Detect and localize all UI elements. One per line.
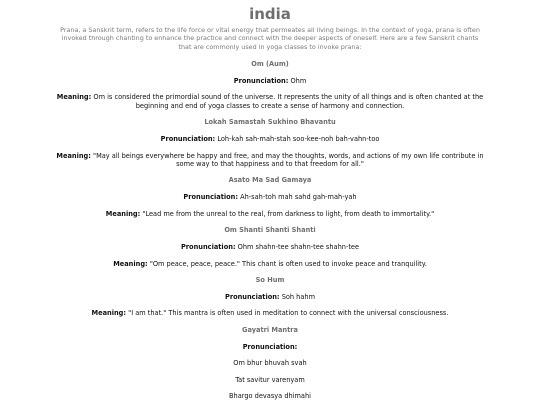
- meaning-label: Meaning:: [105, 209, 141, 218]
- mantra-line: Bhargo devasya dhimahi: [229, 391, 311, 400]
- pronunciation-label: Pronunciation:: [242, 342, 298, 351]
- chant-pronunciation: [6, 77, 534, 85]
- pronunciation-text: Ah-sah-toh mah sahd gah-mah-yah: [240, 193, 357, 202]
- chant-gayatri: [6, 326, 534, 401]
- pronunciation-label: Pronunciation:: [224, 292, 280, 301]
- chant-title: Om Shanti Shanti Shanti: [224, 226, 316, 235]
- meaning-text: "I am that." This mantra is often used in meditation to connect with the universal consciousness.: [128, 309, 449, 318]
- chant-title: So Hum: [255, 275, 285, 284]
- pronunciation-label: Pronunciation:: [160, 135, 216, 144]
- mantra-line: Om bhur bhuvah svah: [233, 359, 307, 368]
- chant-meaning: [50, 93, 490, 110]
- meaning-text: Om is considered the primordial sound of the universe. It represents the unity of all things and is often chanted at the beginning and end of yoga classes to create a sense of harmony and connection.: [93, 93, 484, 110]
- chant-title: Om (Aum): [251, 59, 289, 68]
- pronunciation-label: Pronunciation:: [183, 193, 238, 202]
- chant-title: Asato Ma Sad Gamaya: [228, 176, 312, 185]
- chant-so-hum: [6, 276, 534, 318]
- chant-title: Lokah Samastah Sukhino Bhavantu: [204, 118, 336, 127]
- pronunciation-text: Loh-kah sah-mah-stah soo-kee-noh bah-vahn-too: [217, 135, 380, 144]
- chant-pronunciation: [6, 193, 534, 201]
- chant-pronunciation: [6, 293, 534, 301]
- page-title: india: [249, 5, 291, 23]
- chant-shanti: [6, 226, 534, 268]
- chant-asato: [6, 176, 534, 218]
- pronunciation-text: Ohm: [290, 76, 307, 85]
- pronunciation-label: Pronunciation:: [233, 76, 289, 85]
- pronunciation-text: Ohm shahn-tee shahn-tee shahn-tee: [237, 243, 360, 252]
- intro-paragraph: Prana, a Sanskrit term, refers to the life force or vital energy that permeates all living beings. In the context of yoga, prana is often invoked through chanting to enhance the practice and connect with the deeper aspects of oneself. Here are a few Sanskrit chants that are commonly used in yoga classes to invoke prana:: [60, 26, 480, 51]
- chant-meaning: [50, 210, 490, 218]
- meaning-label: Meaning:: [56, 93, 92, 102]
- mantra-line: Tat savitur varenyam: [235, 375, 305, 384]
- meaning-label: Meaning:: [56, 151, 91, 160]
- chant-pronunciation: [6, 243, 534, 251]
- meaning-label: Meaning:: [91, 309, 127, 318]
- chant-om: [6, 60, 534, 110]
- chant-pronunciation: [6, 135, 534, 143]
- meaning-text: "May all beings everywhere be happy and free, and may the thoughts, words, and actions of my own life contribute in some way to that happiness and to that freedom for all.": [93, 151, 484, 168]
- chant-meaning: [50, 152, 490, 169]
- chant-title: Gayatri Mantra: [242, 325, 298, 334]
- meaning-label: Meaning:: [113, 259, 148, 268]
- chant-lokah: [6, 118, 534, 168]
- pronunciation-label: Pronunciation:: [180, 243, 236, 252]
- chant-meaning: [50, 260, 490, 268]
- chant-meaning: [50, 309, 490, 317]
- pronunciation-text: Soh hahm: [281, 292, 316, 301]
- meaning-text: "Lead me from the unreal to the real, from darkness to light, from death to immortality.": [142, 209, 435, 218]
- page: [0, 6, 540, 400]
- meaning-text: "Om peace, peace, peace." This chant is often used to invoke peace and tranquility.: [149, 259, 427, 268]
- chant-pronunciation: [6, 343, 534, 351]
